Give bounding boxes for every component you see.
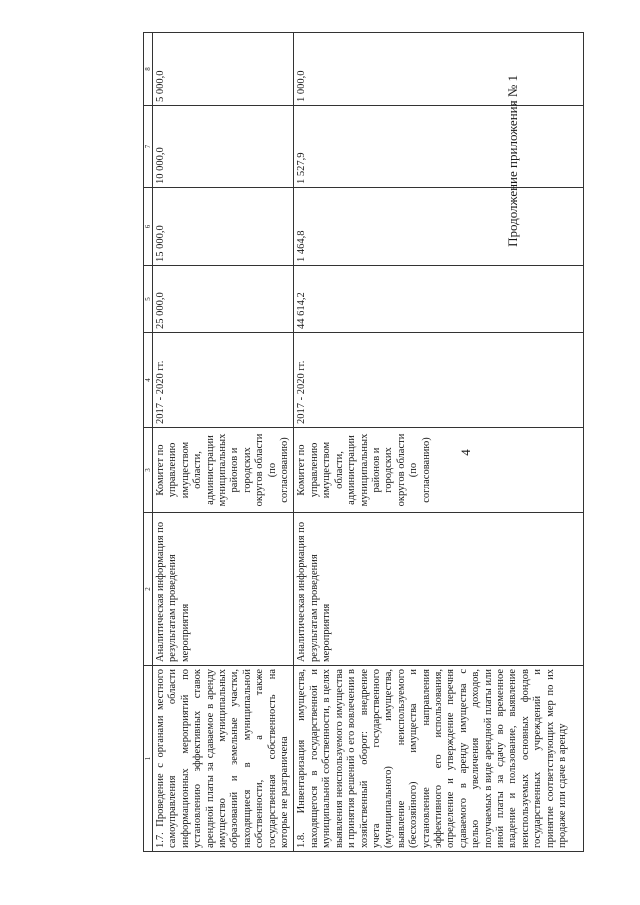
column-number-5: 5 [144, 266, 153, 333]
column-number-7: 7 [144, 106, 153, 188]
executor-cell: Комитет по управлению имуществом области, администрации муниципальных районов и городских округов области (по согласованию) [294, 428, 584, 513]
value-cell-7: 1 527,9 [294, 106, 584, 188]
value-cell-8: 5 000,0 [153, 33, 294, 106]
column-number-row [144, 33, 153, 852]
value-cell-8: 1 000,0 [294, 33, 584, 106]
period-cell: 2017 - 2020 гг. [153, 333, 294, 428]
value-cell-5: 25 000,0 [153, 266, 294, 333]
value-cell-6: 1 464,8 [294, 188, 584, 266]
executor-cell: Комитет по управлению имуществом области, администрации муниципальных районов и городских округов области (по согласованию) [153, 428, 294, 513]
continuation-label: Продолжение приложения № 1 [505, 75, 520, 247]
value-cell-6: 15 000,0 [153, 188, 294, 266]
activity-cell: 1.7. Проведение с органами местного самоуправления области информационных мероприятий по установлению эффективных ставок арендной платы за сдаваемое в аренду имущество муниципальных образований и земельные участки, находящиеся в муниципальной собственности, а также государственная собственность на которые не разграничена [153, 666, 294, 852]
table-row [294, 33, 584, 852]
column-number-6: 6 [144, 188, 153, 266]
page-number: 4 [458, 449, 473, 456]
result-cell: Аналитическая информация по результатам проведения мероприятия [153, 513, 294, 666]
period-cell: 2017 - 2020 гг. [294, 333, 584, 428]
activity-cell: 1.8. Инвентаризация имущества, находящегося в государственной и муниципальной собственности, в целях выявления неиспользуемого имущества и принятия решений о его вовлечении в хозяйственный оборот: внедрение учета государственного (муниципального) имущества, выявление неиспользуемого (бесхозяйного) имущества и установление направления эффективного его использования, определение и утверждение перечня сдаваемого в аренду имущества с целью увеличения доходов, получаемых в виде арендной платы или иной платы за сдачу во временное владение и пользование, выявление неиспользуемых основных фондов государственных учреждений и принятие соответствующих мер по их продаже или сдаче в аренду [294, 666, 584, 852]
result-cell: Аналитическая информация по результатам проведения мероприятия [294, 513, 584, 666]
value-cell-7: 10 000,0 [153, 106, 294, 188]
column-number-1: 1 [144, 666, 153, 852]
value-cell-5: 44 614,2 [294, 266, 584, 333]
column-number-8: 8 [144, 33, 153, 106]
column-number-2: 2 [144, 513, 153, 666]
column-number-3: 3 [144, 428, 153, 513]
table-row [153, 33, 294, 852]
column-number-4: 4 [144, 333, 153, 428]
